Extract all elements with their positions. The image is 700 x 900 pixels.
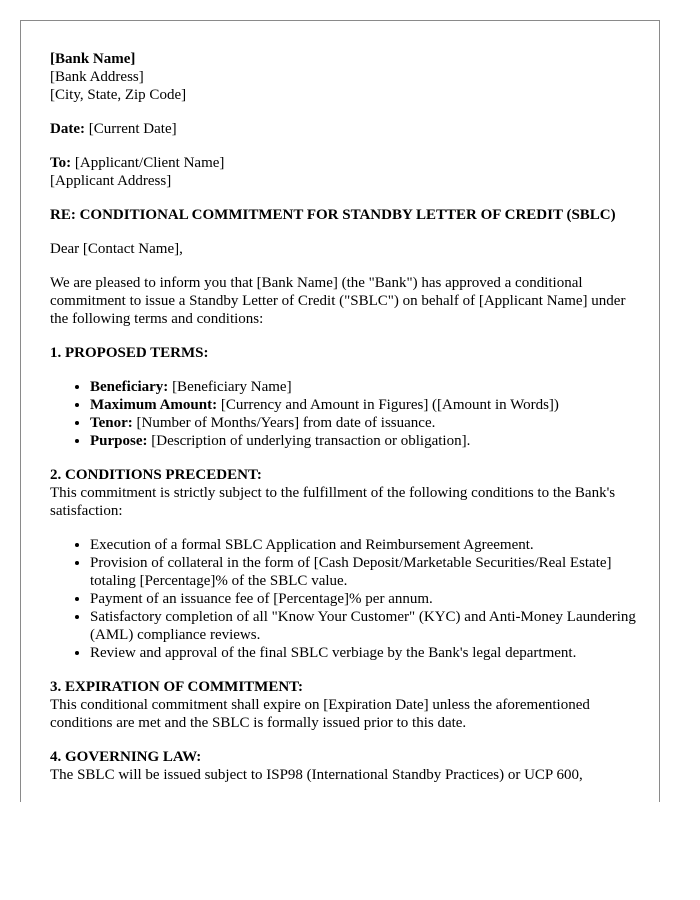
date-line bbox=[50, 120, 640, 138]
section-4-title: 4. GOVERNING LAW: bbox=[50, 749, 202, 765]
bank-city: [City, State, Zip Code] bbox=[50, 87, 187, 103]
list-item bbox=[90, 432, 640, 450]
list-item: • Satisfactory completion of all "Know Your Customer" (KYC) and Anti-Money Laundering (AML) compliance reviews. bbox=[90, 608, 640, 644]
recipient-label: To: bbox=[50, 155, 72, 171]
list-item: • Review and approval of the final SBLC verbiage by the Bank's legal department. bbox=[90, 644, 640, 662]
term-value: [Currency and Amount in Figures] ([Amount in Words]) bbox=[220, 397, 559, 413]
term-label: Purpose: bbox=[90, 433, 148, 449]
recipient-block bbox=[50, 154, 640, 190]
proposed-terms-list bbox=[50, 378, 640, 450]
list-item: • Execution of a formal SBLC Application and Reimbursement Agreement. bbox=[90, 536, 640, 554]
conditions-list bbox=[50, 536, 640, 662]
section-1-title: 1. PROPOSED TERMS: bbox=[50, 345, 209, 361]
section-3-body: This conditional commitment shall expire on [Expiration Date] unless the aforementioned conditions are met and the SBLC is formally issued prior to this date. bbox=[50, 697, 590, 731]
bank-address: [Bank Address] bbox=[50, 69, 144, 85]
letter-page bbox=[20, 20, 660, 802]
term-label: Tenor: bbox=[90, 415, 133, 431]
section-2-intro: This commitment is strictly subject to the fulfillment of the following conditions to the Bank's satisfaction: bbox=[50, 485, 616, 519]
salutation: Dear [Contact Name], bbox=[50, 241, 183, 257]
term-label: Maximum Amount: bbox=[90, 397, 218, 413]
term-label: Beneficiary: bbox=[90, 379, 169, 395]
list-item bbox=[90, 396, 640, 414]
list-item: • Provision of collateral in the form of [Cash Deposit/Marketable Securities/Real Estate] totaling [Percentage]% of the SBLC value. bbox=[90, 554, 640, 590]
section-2-title: 2. CONDITIONS PRECEDENT: bbox=[50, 467, 262, 483]
list-item bbox=[90, 378, 640, 396]
bank-header bbox=[50, 50, 640, 104]
term-value: [Number of Months/Years] from date of issuance. bbox=[136, 415, 436, 431]
bank-name: [Bank Name] bbox=[50, 51, 136, 67]
recipient-address: [Applicant Address] bbox=[50, 173, 172, 189]
term-value: [Description of underlying transaction or obligation]. bbox=[151, 433, 471, 449]
recipient-name: [Applicant/Client Name] bbox=[74, 155, 225, 171]
list-item: • Payment of an issuance fee of [Percentage]% per annum. bbox=[90, 590, 640, 608]
term-value: [Beneficiary Name] bbox=[172, 379, 292, 395]
date-label: Date: bbox=[50, 121, 85, 137]
intro-paragraph: We are pleased to inform you that [Bank Name] (the "Bank") has approved a conditional commitment to issue a Standby Letter of Credit ("SBLC") on behalf of [Applicant Name] under the following terms and conditions: bbox=[50, 275, 626, 327]
subject-line: RE: CONDITIONAL COMMITMENT FOR STANDBY LETTER OF CREDIT (SBLC) bbox=[50, 207, 616, 223]
date-value: [Current Date] bbox=[88, 121, 177, 137]
section-4-body: The SBLC will be issued subject to ISP98 (International Standby Practices) or UCP 600, bbox=[50, 767, 583, 783]
list-item bbox=[90, 414, 640, 432]
letter-content bbox=[50, 50, 640, 784]
section-3-title: 3. EXPIRATION OF COMMITMENT: bbox=[50, 679, 304, 695]
